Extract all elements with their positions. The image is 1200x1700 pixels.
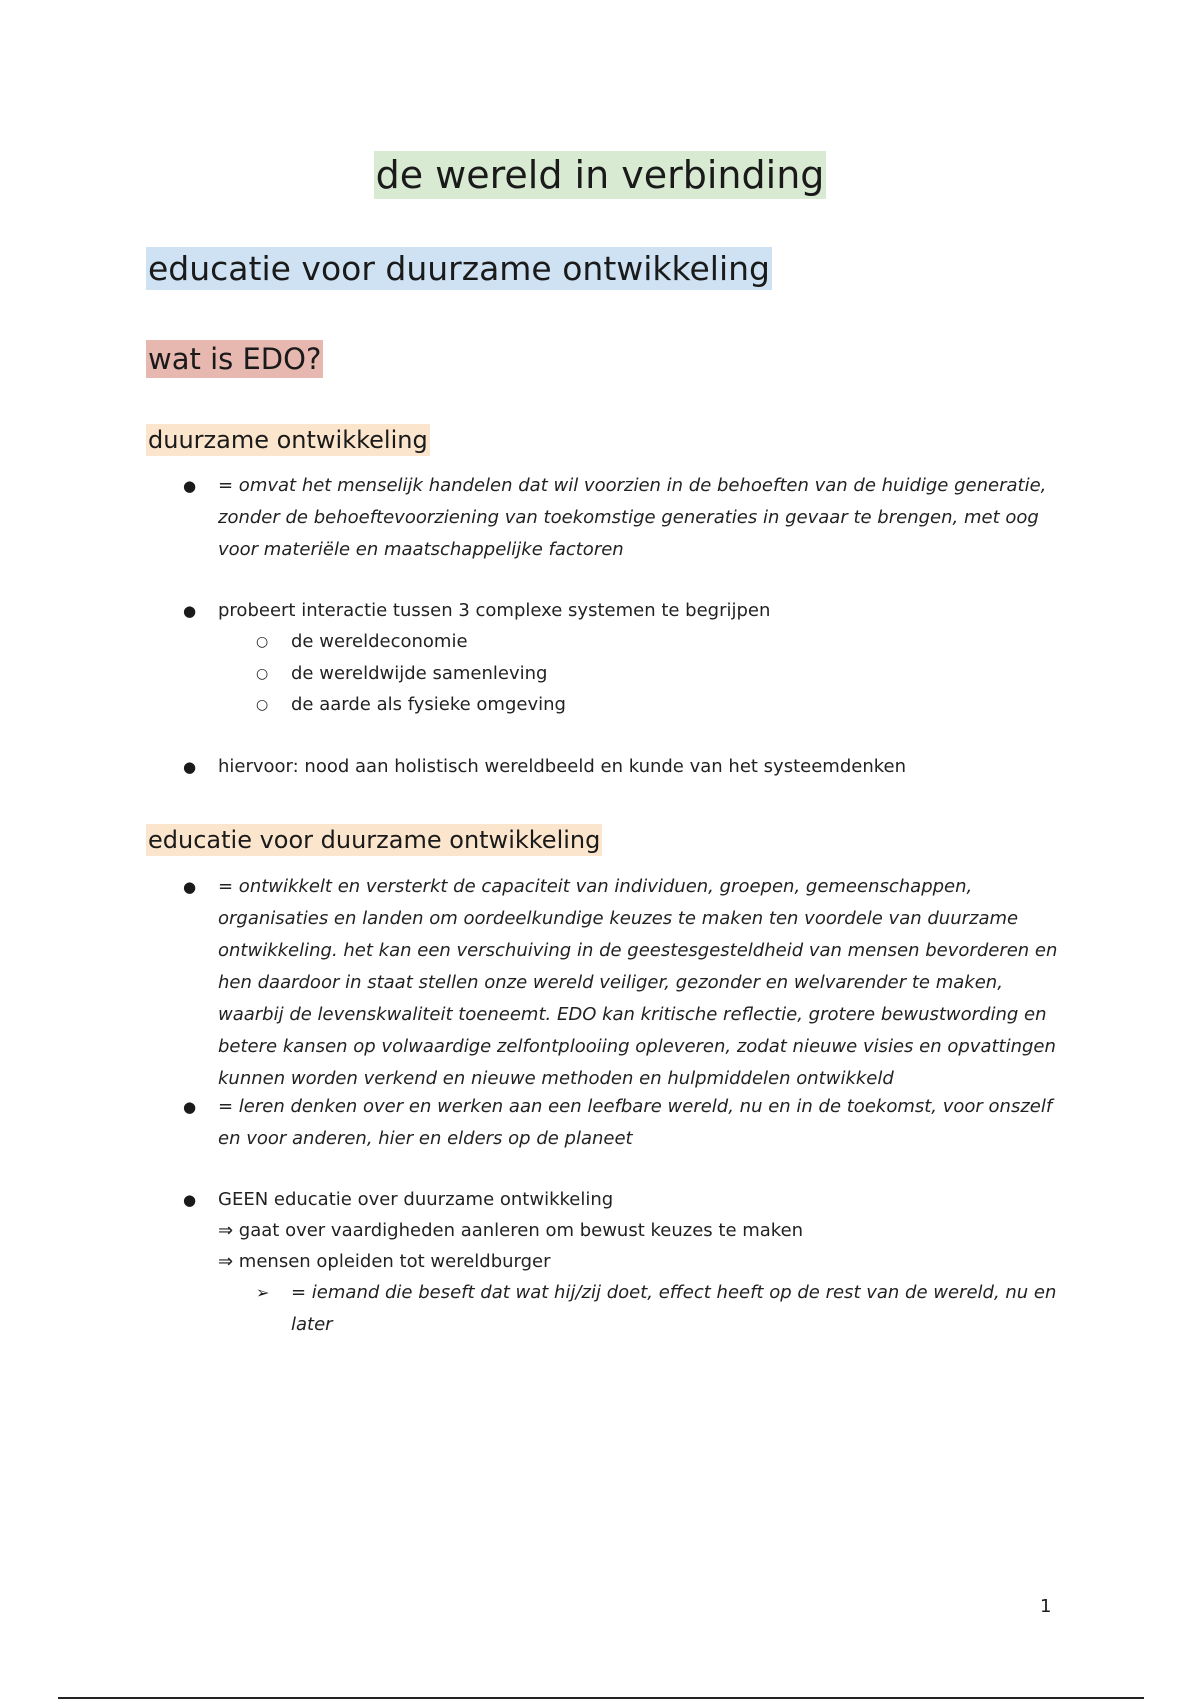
sub-list-item: de aarde als fysieke omgeving [291, 694, 566, 715]
bullet-icon: ● [183, 758, 197, 776]
heading-2-text: wat is EDO? [148, 342, 322, 376]
circle-bullet-icon: ○ [256, 634, 269, 650]
circle-bullet-icon: ○ [256, 666, 269, 682]
arrow-line: ⇒ gaat over vaardigheden aanleren om bewust keuzes te maken [218, 1220, 804, 1241]
section-2-heading-text: educatie voor duurzame ontwikkeling [148, 826, 601, 854]
bullet-icon: ● [183, 602, 197, 620]
list-item: probeert interactie tussen 3 complexe systemen te begrijpen [218, 600, 771, 621]
section-1-heading [146, 422, 430, 458]
page-title [0, 148, 1200, 202]
arrow-line: ⇒ mensen opleiden tot wereldburger [218, 1251, 551, 1272]
bullet-icon: ● [183, 1098, 197, 1116]
page-number: 1 [1040, 1596, 1052, 1617]
list-item: hiervoor: nood aan holistisch wereldbeeld en kunde van het systeemdenken [218, 756, 906, 777]
heading-1-text: educatie voor duurzame ontwikkeling [148, 249, 770, 288]
arrow-bullet-icon: ➢ [256, 1283, 270, 1302]
list-item: GEEN educatie over duurzame ontwikkeling [218, 1189, 614, 1210]
circle-bullet-icon: ○ [256, 697, 269, 713]
sub-list-item: de wereldwijde samenleving [291, 663, 548, 684]
section-2-heading [146, 822, 602, 858]
bullet-icon: ● [183, 477, 197, 495]
list-item: = omvat het menselijk handelen dat wil voorzien in de behoeften van de huidige generatie, zonder de behoeftevoorziening van toekomstige generaties in gevaar te brengen, met oog voor materiële en maatschappelijke factoren [218, 475, 1047, 560]
heading-2 [146, 337, 323, 381]
bullet-icon: ● [183, 1191, 197, 1209]
bottom-rule [58, 1697, 1144, 1699]
title-text: de wereld in verbinding [375, 153, 825, 197]
section-1-heading-text: duurzame ontwikkeling [148, 426, 428, 454]
list-item: = leren denken over en werken aan een leefbare wereld, nu en in de toekomst, voor onszelf en voor anderen, hier en elders op de planeet [218, 1096, 1053, 1149]
heading-1 [146, 244, 772, 294]
list-item: = ontwikkelt en versterkt de capaciteit van individuen, groepen, gemeenschappen, organisaties en landen om oordeelkundige keuzes te maken ten voordele van duurzame ontwikkeling. het kan een verschuiving in de geestesgesteldheid van mensen bevorderen en hen daardoor in staat stellen onze wereld veiliger, gezonder en welvarender te maken, waarbij de levenskwaliteit toeneemt. EDO kan kritische reflectie, grotere bewustwording en betere kansen op volwaardige zelfontplooiing opleveren, zodat nieuwe visies en opvattingen kunnen worden verkend en nieuwe methoden en hulpmiddelen ontwikkeld [218, 876, 1058, 1089]
sub-list-item: de wereldeconomie [291, 631, 468, 652]
bullet-icon: ● [183, 878, 197, 896]
sub-list-item: = iemand die beseft dat wat hij/zij doet, effect heeft op de rest van de wereld, nu en later [291, 1282, 1057, 1335]
